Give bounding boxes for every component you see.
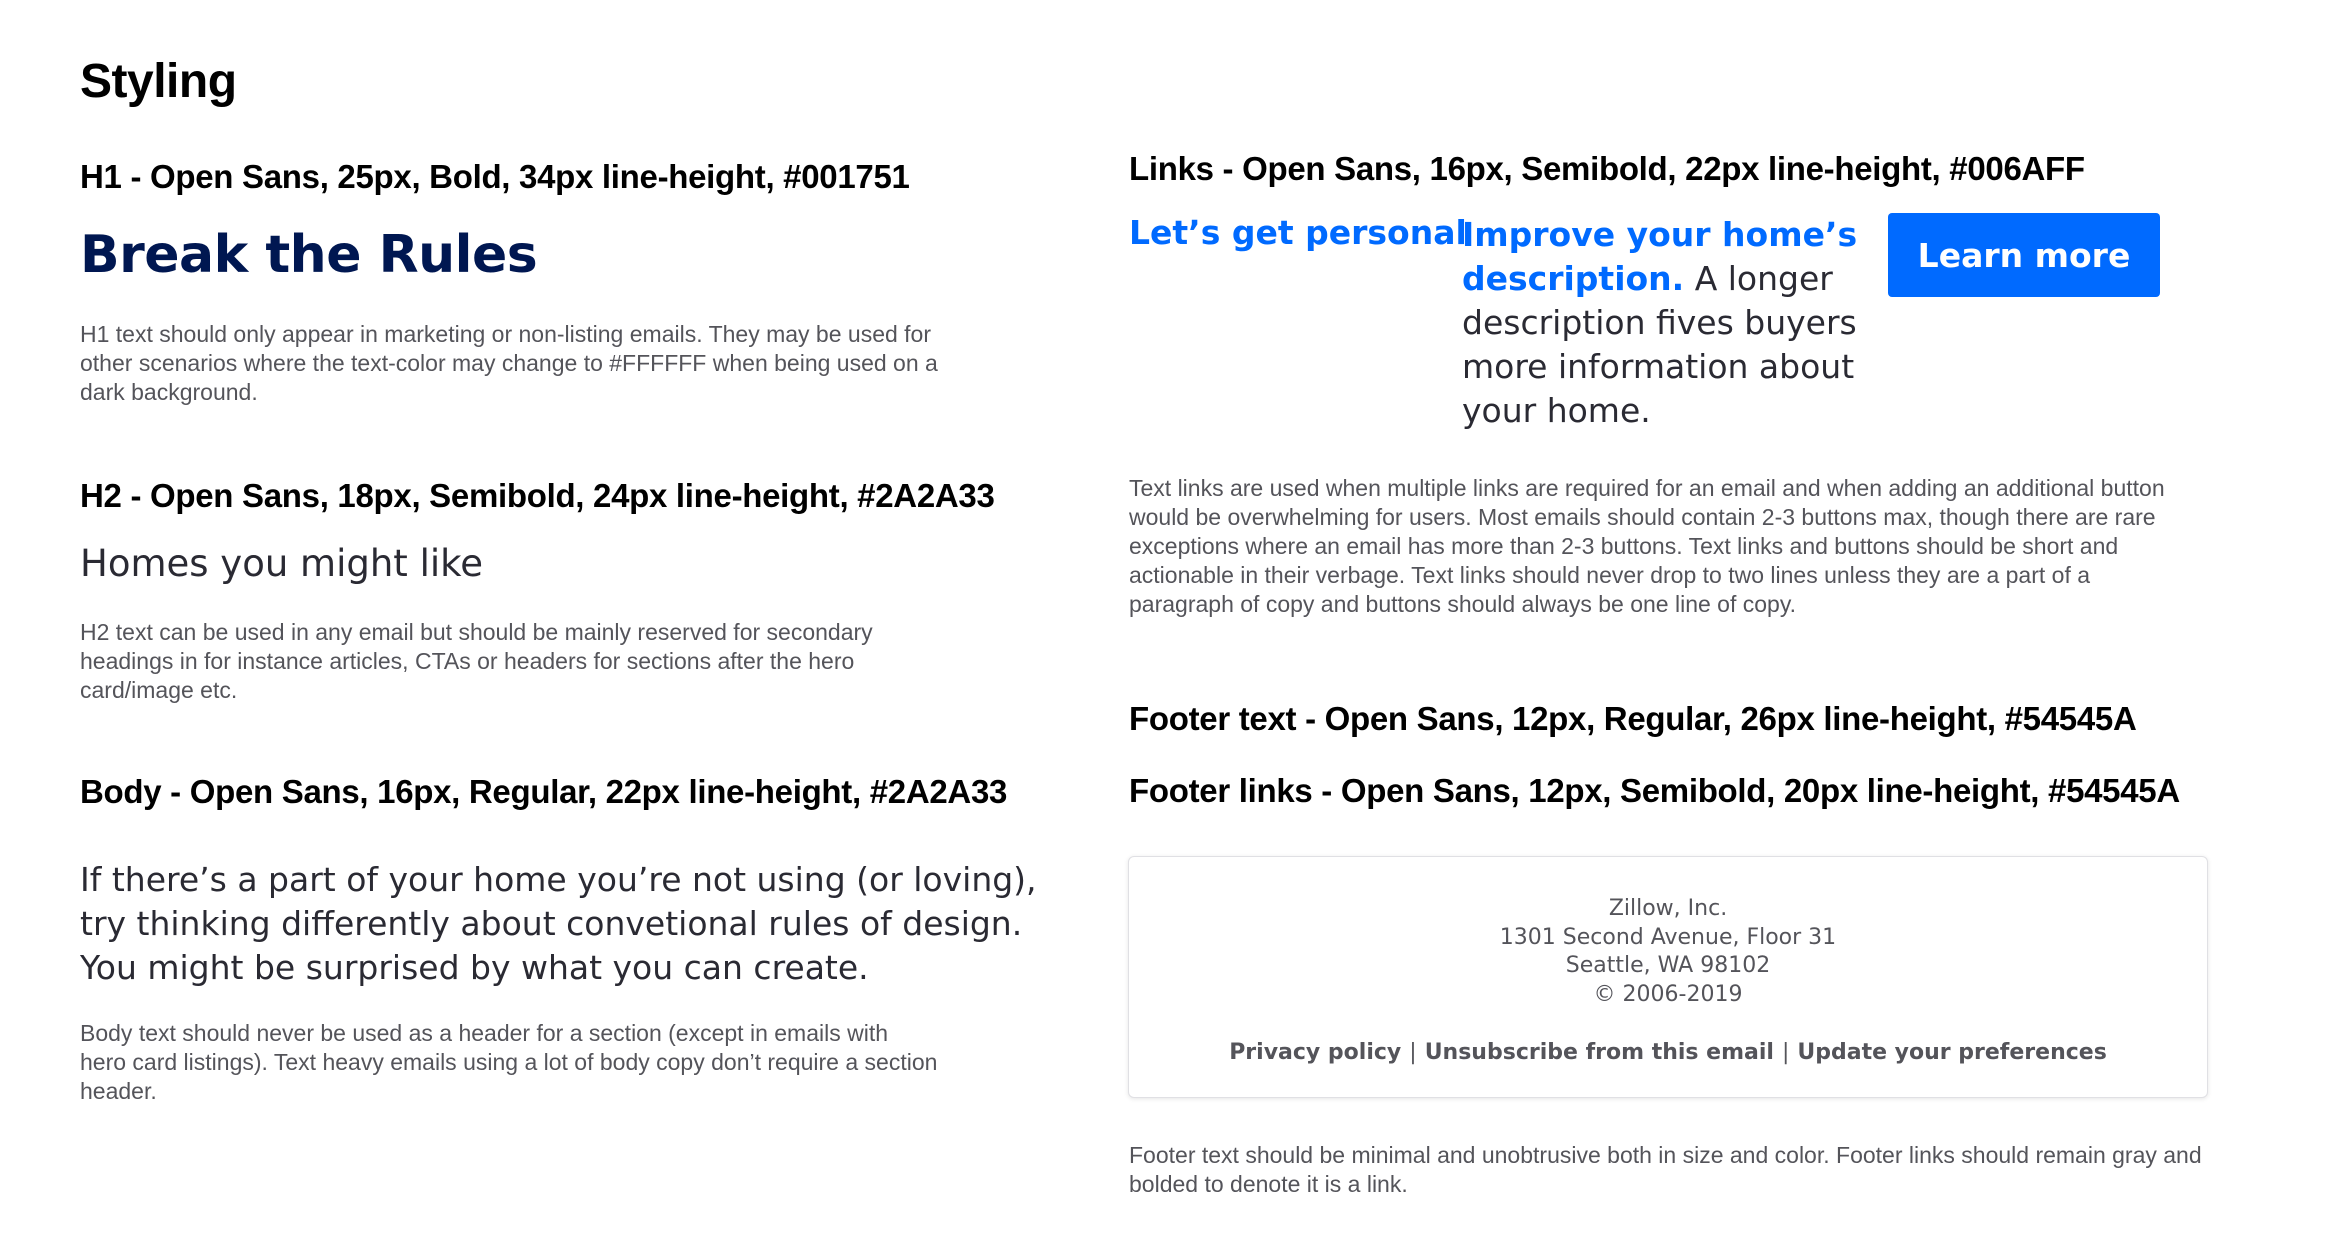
unsubscribe-link[interactable]: Unsubscribe from this email: [1424, 1040, 1774, 1065]
link-paragraph: [1462, 213, 1862, 433]
privacy-policy-link[interactable]: Privacy policy: [1229, 1040, 1402, 1065]
h1-note: H1 text should only appear in marketing or non-listing emails. They may be used for other scenarios where the text-color may change to #FFFFFF when being used on a dark background.: [80, 321, 938, 405]
standalone-link[interactable]: Let’s get personal: [1129, 213, 1467, 252]
footer-city: Seattle, WA 98102: [1565, 953, 1771, 978]
links-note: Text links are used when multiple links are required for an email and when adding an additional button would be overwhelming for users. Most emails should contain 2-3 buttons max, though there are rare exceptions where an email has more than 2-3 buttons. Text links and buttons should be short and actionable in their verbage. Text links should never drop to two lines unless they are a part of a paragraph of copy and buttons should always be one line of copy.: [1129, 475, 2165, 617]
footer-text-spec-heading: Footer text - Open Sans, 12px, Regular, 26px line-height, #54545A: [1129, 700, 2137, 737]
h2-spec-heading: H2 - Open Sans, 18px, Semibold, 24px line-height, #2A2A33: [80, 477, 995, 514]
update-preferences-link[interactable]: Update your preferences: [1797, 1040, 2107, 1065]
footer-links-spec-heading: Footer links - Open Sans, 12px, Semibold, 20px line-height, #54545A: [1129, 772, 2180, 809]
footer-sample-card: [1128, 856, 2208, 1098]
links-spec-heading: Links - Open Sans, 16px, Semibold, 22px line-height, #006AFF: [1129, 150, 2085, 187]
h1-spec-heading: H1 - Open Sans, 25px, Bold, 34px line-height, #001751: [80, 158, 910, 195]
footer-note: Footer text should be minimal and unobtrusive both in size and color. Footer links should remain gray and bolded to denote it is a link.: [1129, 1142, 2202, 1197]
footer-street: 1301 Second Avenue, Floor 31: [1499, 924, 1837, 950]
h2-note: H2 text can be used in any email but should be mainly reserved for secondary headings in for instance articles, CTAs or headers for sections after the hero card/image etc.: [80, 619, 873, 703]
footer-separator: |: [1409, 1040, 1417, 1065]
footer-links-row: [1129, 1040, 2207, 1065]
page-title: Styling: [80, 55, 237, 108]
body-note: Body text should never be used as a header for a section (except in emails with hero card listings). Text heavy emails using a lot of body copy don’t require a section header.: [80, 1020, 938, 1104]
footer-separator: |: [1781, 1040, 1790, 1065]
footer-address: [1129, 895, 2207, 1009]
body-spec-heading: Body - Open Sans, 16px, Regular, 22px line-height, #2A2A33: [80, 773, 1008, 810]
h2-sample: Homes you might like: [80, 542, 484, 585]
footer-company: Zillow, Inc.: [1608, 896, 1728, 921]
body-sample: If there’s a part of your home you’re not using (or loving), try thinking differently about convetional rules of design. You might be surprised by what you can create.: [80, 860, 1037, 987]
h1-sample: Break the Rules: [80, 225, 538, 285]
inline-link[interactable]: Improve your home’s description.: [1462, 215, 1858, 298]
link-paragraph-text: A longer description fives buyers more information about your home.: [1462, 259, 1857, 430]
learn-more-button[interactable]: Learn more: [1888, 213, 2160, 297]
footer-copyright: © 2006-2019: [1593, 981, 1743, 1007]
